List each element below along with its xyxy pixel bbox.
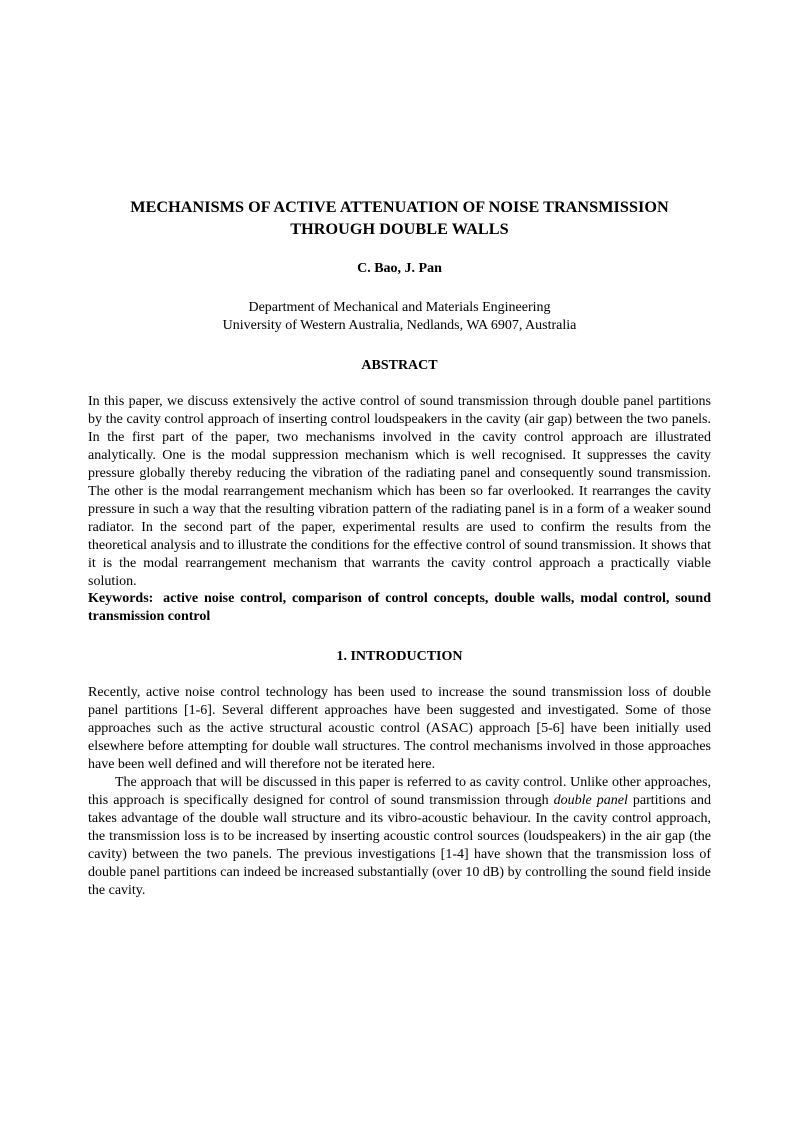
paper-title: MECHANISMS OF ACTIVE ATTENUATION OF NOISE TRANSMISSION THROUGH DOUBLE WALLS [130, 198, 669, 238]
authors: C. Bao, J. Pan [357, 261, 442, 276]
introduction-paragraph-2 [88, 774, 711, 900]
para2-italic: double panel [553, 793, 628, 809]
paper-page [88, 196, 711, 900]
keywords [88, 590, 711, 626]
para2-start: The approach that will be discussed in this paper is referred to as cavity control. Unlike other approaches, this approach is specifically designed for control of sound transmission through [88, 775, 711, 809]
keywords-text: active noise control, comparison of control concepts, double walls, modal control, sound transmission control [88, 591, 711, 625]
affiliation-department: Department of Mechanical and Materials Engineering [248, 300, 551, 315]
affiliation-university: University of Western Australia, Nedlands, WA 6907, Australia [222, 318, 577, 333]
keywords-label: Keywords: [88, 591, 154, 607]
para2-end: partitions and takes advantage of the double wall structure and its vibro-acoustic behaviour. In the cavity control approach, the transmission loss is to be increased by inserting acoustic control sources (loudspeakers) in the air gap (the cavity) between the two panels. The previous investigations [1-4] have shown that the transmission loss of double panel partitions can indeed be increased substantially (over 10 dB) by controlling the sound field inside the cavity. [88, 793, 711, 898]
introduction-paragraph-1: Recently, active noise control technology has been used to increase the sound transmission loss of double panel partitions [1-6]. Several different approaches have been suggested and investigated. Some of those approaches such as the active structural acoustic control (ASAC) approach [5-6] have been initially used elsewhere before attempting for double wall structures. The control mechanisms involved in those approaches have been well defined and will therefore not be iterated here. [88, 685, 711, 773]
affiliation [88, 299, 711, 335]
abstract-text: In this paper, we discuss extensively the active control of sound transmission through double panel partitions by the cavity control approach of inserting control loudspeakers in the cavity (air gap) between the two panels. In the first part of the paper, two mechanisms involved in the cavity control approach are illustrated analytically. One is the modal suppression mechanism which is well recognised. It suppresses the cavity pressure globally thereby reducing the vibration of the radiating panel and consequently sound transmission. The other is the modal rearrangement mechanism which has been so far overlooked. It rearranges the cavity pressure in such a way that the resulting vibration pattern of the radiating panel is in a form of a weaker sound radiator. In the second part of the paper, experimental results are used to confirm the results from the theoretical analysis and to illustrate the conditions for the effective control of sound transmission. It shows that it is the modal rearrangement mechanism that warrants the cavity control approach a practically viable solution. [88, 394, 711, 589]
introduction-heading: 1. INTRODUCTION [336, 649, 463, 665]
abstract-heading: ABSTRACT [361, 358, 438, 373]
